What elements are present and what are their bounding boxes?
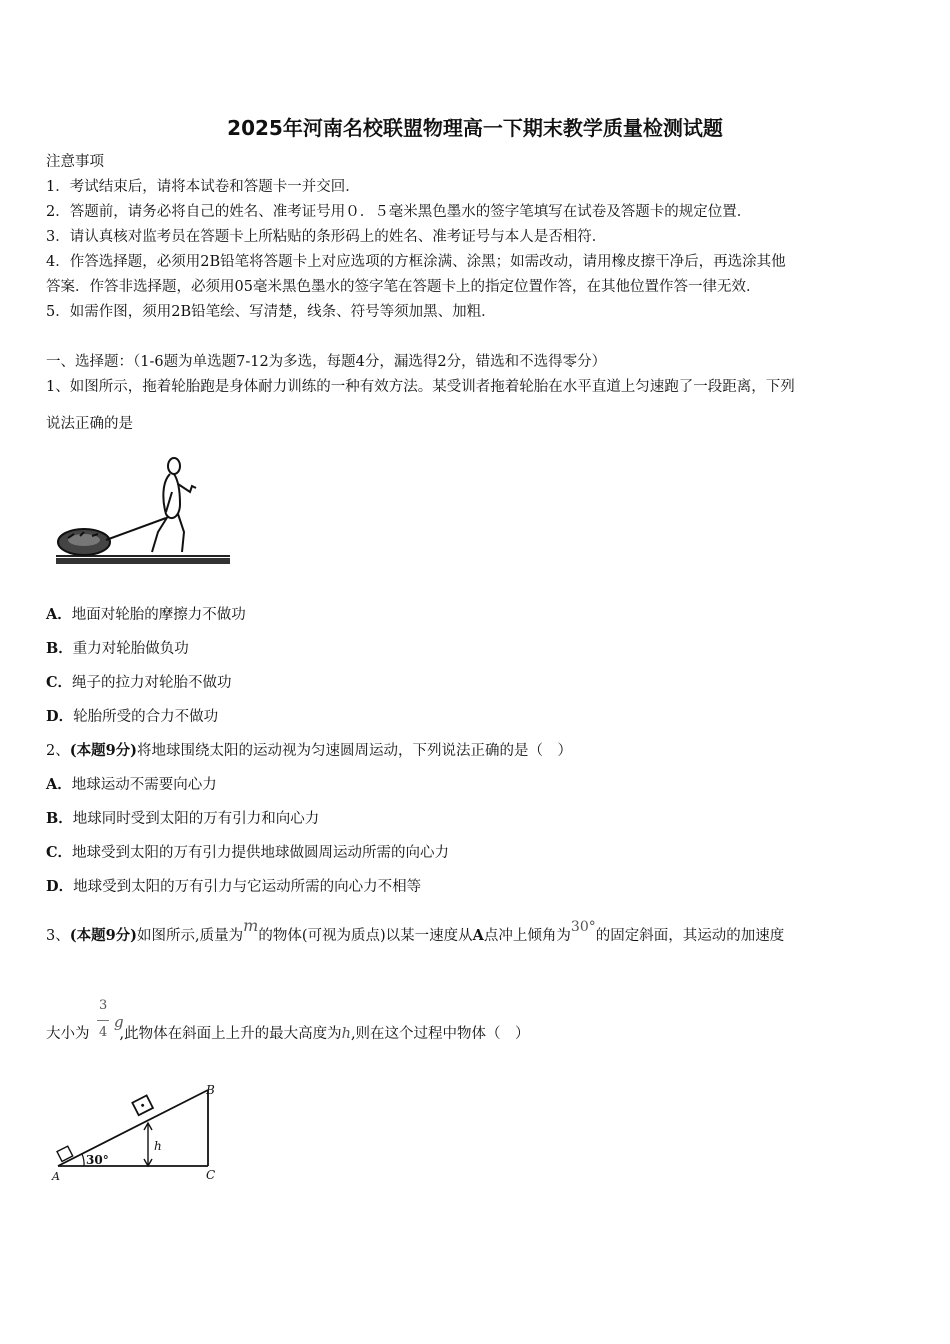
- notice-item: 4．作答选择题，必须用2B铅笔将答题卡上对应选项的方框涂满、涂黑；如需改动，请用橡皮擦干净后，再选涂其他: [46, 254, 786, 270]
- option-letter: A．: [46, 776, 72, 793]
- option-letter: B．: [46, 640, 73, 657]
- q2-stem: [46, 741, 572, 761]
- q3-text: 如图所示,质量为: [137, 928, 244, 944]
- q3-height-symbol: h: [341, 1026, 351, 1042]
- option-letter: A．: [46, 606, 72, 623]
- option-text: 地球受到太阳的万有引力提供地球做圆周运动所需的向心力: [72, 845, 450, 861]
- q1-option-c: [46, 673, 232, 693]
- q3-text: ,则在这个过程中物体（ ）: [350, 1026, 530, 1042]
- notice-item: 答案．作答非选择题，必须用05毫米黑色墨水的签字笔在答题卡上的指定位置作答，在其他位置作答一律无效．: [46, 279, 761, 295]
- option-letter: B．: [46, 810, 73, 827]
- q1-option-b: [46, 639, 189, 659]
- notice-item: 5．如需作图，须用2B铅笔绘、写清楚，线条、符号等须加黑、加粗．: [46, 304, 496, 320]
- option-text: 地球运动不需要向心力: [71, 777, 217, 793]
- option-text: 重力对轮胎做负功: [72, 641, 189, 657]
- q1-option-d: [46, 707, 218, 727]
- option-letter: C．: [46, 674, 73, 691]
- option-letter: D．: [46, 878, 74, 895]
- q3-angle: 30°: [570, 919, 596, 935]
- q3-text: ,此物体在斜面上上升的最大高度为: [119, 1026, 342, 1042]
- q2-option-c: [46, 843, 449, 863]
- q2-score: (本题9分): [69, 742, 138, 759]
- label-c: C: [206, 1168, 216, 1182]
- option-letter: D．: [46, 708, 74, 725]
- q3-stem: [46, 916, 785, 946]
- q3-text: 大小为: [46, 1026, 90, 1042]
- label-a: A: [52, 1170, 60, 1183]
- q2-option-b: [46, 809, 319, 829]
- q1-stem: 1、如图所示，拖着轮胎跑是身体耐力训练的一种有效方法。某受训者拖着轮胎在水平直道上匀速跑了一段距离，下列: [46, 379, 795, 395]
- notice-heading: 注意事项: [46, 154, 104, 170]
- option-text: 轮胎所受的合力不做功: [73, 709, 219, 725]
- fraction-bar: [97, 1020, 109, 1021]
- q3-text: 点冲上倾角为: [483, 928, 571, 944]
- label-b: B: [206, 1083, 215, 1097]
- label-h: h: [154, 1139, 162, 1153]
- fraction-numerator: 3: [99, 998, 108, 1013]
- tyre-drag-figure: [54, 452, 234, 568]
- q2-option-d: [46, 877, 421, 897]
- fraction-denominator: 4: [99, 1025, 108, 1040]
- option-letter: C．: [46, 844, 73, 861]
- q2-option-a: [46, 775, 217, 795]
- option-text: 地球受到太阳的万有引力与它运动所需的向心力不相等: [73, 879, 422, 895]
- q3-text: 的固定斜面，其运动的加速度: [595, 928, 785, 944]
- option-text: 地球同时受到太阳的万有引力和向心力: [72, 811, 320, 827]
- q1-stem-cont: 说法正确的是: [46, 416, 133, 432]
- label-angle: 30°: [86, 1153, 109, 1167]
- section-heading: 一、选择题：（1-6题为单选题7-12为多选，每题4分，漏选得2分，错选和不选得零分）: [46, 354, 607, 370]
- q3-score: (本题9分): [69, 927, 138, 944]
- q2-text: 将地球围绕太阳的运动视为匀速圆周运动，下列说法正确的是（ ）: [137, 743, 573, 759]
- page-title: 2025年河南名校联盟物理高一下期末教学质量检测试题: [227, 116, 723, 140]
- option-text: 地面对轮胎的摩擦力不做功: [71, 607, 246, 623]
- q3-point-a: A: [472, 927, 484, 944]
- q2-number: 2、: [46, 743, 70, 759]
- notice-item: 1．考试结束后，请将本试卷和答题卡一并交回．: [46, 179, 360, 195]
- q3-mass-symbol: m: [243, 916, 259, 935]
- notice-item: 3．请认真核对监考员在答题卡上所粘贴的条形码上的姓名、准考证号与本人是否相符．: [46, 229, 607, 245]
- incline-figure: [44, 1078, 234, 1188]
- q3-number: 3、: [46, 928, 70, 944]
- gravity-symbol: g: [114, 1013, 124, 1031]
- q1-option-a: [46, 605, 246, 625]
- q3-text: 的物体(可视为质点)以某一速度从: [258, 928, 473, 944]
- option-text: 绳子的拉力对轮胎不做功: [72, 675, 232, 691]
- notice-item: 2．答题前，请务必将自己的姓名、准考证号用０．５毫米黑色墨水的签字笔填写在试卷及答题卡的规定位置．: [46, 204, 752, 220]
